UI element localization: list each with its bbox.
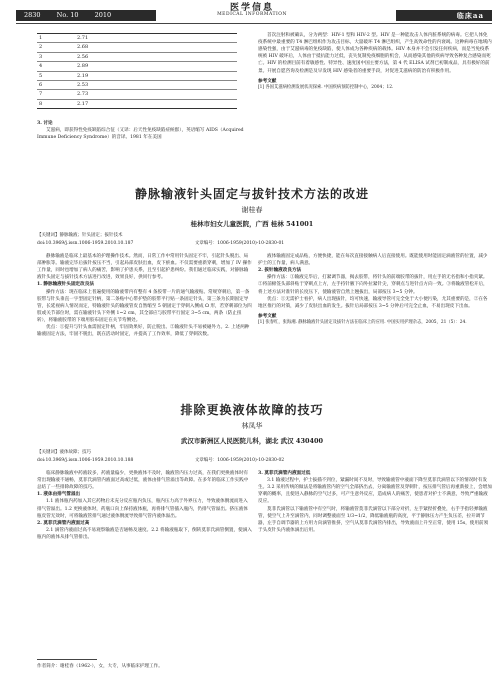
row-value: 2.68: [77, 44, 89, 51]
row-empty: [147, 34, 237, 43]
article2-keywords: 【关键词】液体故障；技巧: [37, 450, 91, 455]
row-empty: [147, 90, 237, 99]
article1-section-1: 1. 静脉输液针头固定改良法: [37, 282, 94, 288]
discussion-continued: [258, 32, 492, 91]
footnote-rule: [37, 659, 97, 660]
discussion-text: 艾滋病，即获得性免疫缺陷综合征（又译：后天性免疫缺陷症候群），英语缩写 AIDS（Acquired Immune Deficiency Syndrome）的音译。1981 年在美国: [37, 128, 244, 141]
article1-article-no: 文章编号：1006-1959(2010)-10-2830-01: [194, 241, 285, 246]
article2-section-3: 3. 莫菲氏滴管内液面过低: [258, 471, 311, 476]
table-row: [37, 90, 237, 99]
article2-title: 排除更换液体故障的技巧: [180, 403, 324, 417]
issue-no: No. 10: [56, 11, 79, 19]
article2-ids: [37, 458, 477, 465]
table-row: [37, 81, 237, 90]
discussion-text-2: 首次注射和被确认，分为两型：HIV-1 型和 HIV-2 型。HIV 是一种能攻击人体内脏系统的病毒。它把人体免疫系统中最重要的 T4 淋巴组织作为攻击目标，大量破坏 T4 淋巴组织，产生高致命性的内衰竭。这种病毒在地域内感染性强，由于艾滋病毒的免疫缺陷，使人体成为各种疾病的载体。HIV 本身并不会引发任何疾病，而是当免疫系统被 HIV 破坏后，人体由于抵抗能力过低，丧失复制免疫细胞的机会，从而感染其他的疾病导致各种复合感染而死亡。HIV 的检测目前有着敏感性、特异性、速度国中国主要方法，第 4 代 ELISA 试剂已初制成品，具有极好的前景。开展自愿咨询及检测是及早发现 HIV 感染者的重要手段，对促进艾滋病的防治有积极作用。: [258, 33, 492, 74]
table-row: [37, 43, 237, 52]
references-heading: 参考文献: [258, 78, 277, 84]
row-empty: [147, 99, 237, 108]
article1-affiliation: 桂林市妇女儿童医院，广西 桂林 541001: [190, 220, 314, 228]
row-value: 2.17: [77, 100, 89, 107]
article2-author: 林凤华: [241, 422, 263, 430]
article1-left-column: [37, 253, 252, 338]
article1-title: 静脉输液针头固定与拔针技术方法的改进: [134, 187, 369, 201]
article1-advantage-2: 优点：①无需护士看护，病人出现拔针，均可快速，输液导管可完全免于大小便污染，尤其重要的是，②在各地区推行的对策，减少了皮肤出血的发生。拔针后局部按压 3~5 分钟后可完全止血，不易出现皮下出血。: [258, 296, 488, 309]
row-empty: [147, 62, 237, 71]
row-number: 6: [39, 82, 43, 89]
article2-right-column: [258, 470, 492, 534]
article1-method: 操作方法：现在临床上普遍使用的输液带内有整有 4 条胶带一片的通气输液贴。常规穿刺后，第一条胶带与针头垂直一字型固定针柄，第二条贴中心带护垫的胶带平行贴一条固定针头，第三条为长期固定导管，长延视病人情况而定，特输液针头的输液管皮自然缩至 5 朝固定于穿刺入侧成 Ω 形，若穿刺部位为四肢或关节部位时，需在输液针头下外侧 1~2 cm，其全部应与胶带平行固定 3~5 cm，两条（防止扭转），将输液胶带的下端用胶布固定在关节弯侧处。: [37, 289, 252, 323]
page-header: [0, 0, 504, 22]
table-row: [37, 62, 237, 71]
article2-section-3-text-2: 莫菲氏滴管以下输液管中有空气时，将输液管莫菲氏滴管以下部分对折，左手紧捏折叠处，右手手指轻弹输液管，使空气上升至滴管内，同时调整液面至 1/3~1/2，降低输液瓶的高度，平于静脉压力产生负压差，拉开调节器，左手自调节器的上方用力向滴管推挤，空气从莫菲氏滴管内排出，导致液面上升至正常，使用 15s，使用前须于头皮针头内液体滴出后用。: [258, 506, 489, 533]
row-number: 8: [39, 100, 43, 107]
row-number: 2: [39, 44, 43, 51]
row-number: 1: [39, 35, 43, 41]
article1-intro: 静脉输液是临床上最基本的护理操作技术。然而，日常工作中常用针头固定不牢，引起针头脱出、局部肿胀等。输液完毕后拔针按压不当，引起局部皮肤出血，皮下瘀血。不仅需要重新穿刺，增加了 IV 操作工作量，同时也增加了病人的痛苦，影响了护患关系，且至引起护患纠纷。我们通过临床实践，对静脉输液针头固定与拔针技术方法进行改进，效果良好，供同行参考。: [37, 254, 252, 281]
article1-references-heading: 参考文献: [258, 313, 277, 319]
row-empty: [147, 43, 237, 52]
row-empty: [147, 71, 237, 80]
article1-advantage: 优点：①提升与针头血需固定针柄，牢固效果好，防止脱出。②输液针头不易被碰外力。2. 上述两种输液固定方法，牢固不脱出，既在活动时固定，并提高了工作效率，降低了穿刺次数。: [37, 325, 250, 338]
row-value: 2.71: [77, 35, 89, 41]
row-number: 7: [39, 91, 43, 98]
issue-number: 2830: [24, 11, 41, 19]
article2-article-no: 文章编号：1006-1959(2010)-10-2830-02: [194, 458, 285, 463]
article2-intro: 临床静脉输液中药液较多，药液量偏少，更换液体不及时，输液管内压力过高，在我们更换液体时有常出现输液不通畅，莫菲氏滴管内液面过高或过低，液体由排气管溢出等故障。在多年的临床工作实践中总结了一些排除故障的技巧。: [37, 471, 249, 491]
table-row: [37, 34, 237, 43]
article2-section-2: 2. 莫菲氏滴管内液面过高: [37, 520, 90, 526]
row-number: 4: [39, 63, 43, 70]
article2-section-1-text: 1.1 液体瓶内药加入其它药物后未充分反应瓶内负压，瓶内压力高于外界压力，导致液体倒流而进入排气管溢出。1.2 更换液体时，药瓶口向上保持液体瓶，再将排气管插入瓶内，仍排气管溢出。挤压液体瓶皮管无效时，可将输液管排气通过液体倒流导致排气管内液体溢出。: [37, 499, 248, 519]
article1-keywords: 【关键词】静脉输液；针头固定；拔针技术: [37, 233, 123, 238]
article1-method-2: 操作方法：①输液完毕后，打紧调节器，揭去胶带，将针头的前端胶带的拔针，用左手的无名指和小指夹紧。②将前棉签头部斜贴于穿刺点上方，左手持针腋下向外拉紧针尖，穿刺点与进针点方向一致。③将输液管松开后，将上述方法对准针的长度压下，使输液管自然上翘拔出，局部按压 3~5 分钟。: [258, 275, 488, 295]
article1-author: 谢桂春: [241, 206, 263, 214]
discussion-heading: 3. 讨论: [37, 121, 53, 126]
article1-section-2: 2. 拔针输液改良方法: [258, 268, 302, 274]
article2-section-3-text: 3.1 输液过程中，护士拔插不到位，紧漏时间不及时，导致输液管中液面下降至莫菲氏滴管以下的情况时有发生。3.2 采用传统的做法是将输液管内的空气全部挤出去，分离输液管及穿刺针，按压排气管后再重新接上，会增加穿刺的概率，且使进入静脉的空气过多，可产生意外反应，造成病人的痛苦，使患者对护士不满意，导致严重输液反应。: [258, 478, 492, 505]
article1-ids: [37, 241, 477, 248]
article2-left-column: [37, 470, 252, 541]
row-value: 2.56: [77, 53, 89, 60]
row-value: 2.19: [77, 72, 89, 79]
table-row: [37, 52, 237, 61]
row-empty: [147, 81, 237, 90]
row-number: 3: [39, 53, 43, 60]
article1-right-column: [258, 253, 492, 327]
row-value: 2.53: [77, 82, 89, 89]
article2-affiliation: 武汉市新洲区人民医院儿科，湖北 武汉 430400: [180, 437, 324, 445]
article1-right-text: 液体输液固定成品贴，方便快捷，能在每次直接接触病人后直接使用。既能使用时能固定滴液管的位置，减少护士的工作量，病人满意。: [258, 254, 488, 267]
table-row: [37, 99, 237, 108]
row-empty: [147, 52, 237, 61]
footnote: 作者简介：谢桂春（1962-），女，大专，从事临床护理工作。: [37, 664, 163, 669]
article2-section-2-text: 2.1 滴管内液面过高不易观察输液是否通畅及速度。2.2 将输液瓶取下，倒转莫菲氏滴管倒置，使滴入瓶内的液体从排气管排出。: [37, 527, 252, 540]
article2-section-1: 1. 液体由排气管溢出: [37, 492, 81, 498]
discussion-section: [37, 120, 257, 141]
article2-doi: doi:10.3969/j.issn.1006-1959.2010.10.188: [37, 458, 134, 463]
table-row: [37, 71, 237, 80]
journal-title: 医学信息: [229, 3, 274, 13]
issue-year: 2010: [94, 11, 112, 19]
article1-reference-item: [1] 张春红，张海湘. 静脉输液针头固定及拔针方法在临床上的应用. 中国实用护理杂志，2005，21（5）：24.: [258, 319, 467, 325]
header-rule: [16, 23, 492, 24]
section-label: 临床aa: [396, 10, 492, 21]
row-value: 2.89: [77, 63, 89, 70]
journal-title-en: MEDICAL INFORMATION: [217, 12, 287, 17]
data-table: [37, 33, 237, 109]
row-value: 2.73: [77, 91, 89, 98]
article1-doi: doi:10.3969/j.issn.1006-1959.2010.10.187: [37, 241, 134, 246]
reference-item: [1] 各国艾滋病检测发展状况探索. 中国疾病预防控制中心，2004；12.: [258, 84, 394, 90]
row-number: 5: [39, 72, 43, 79]
